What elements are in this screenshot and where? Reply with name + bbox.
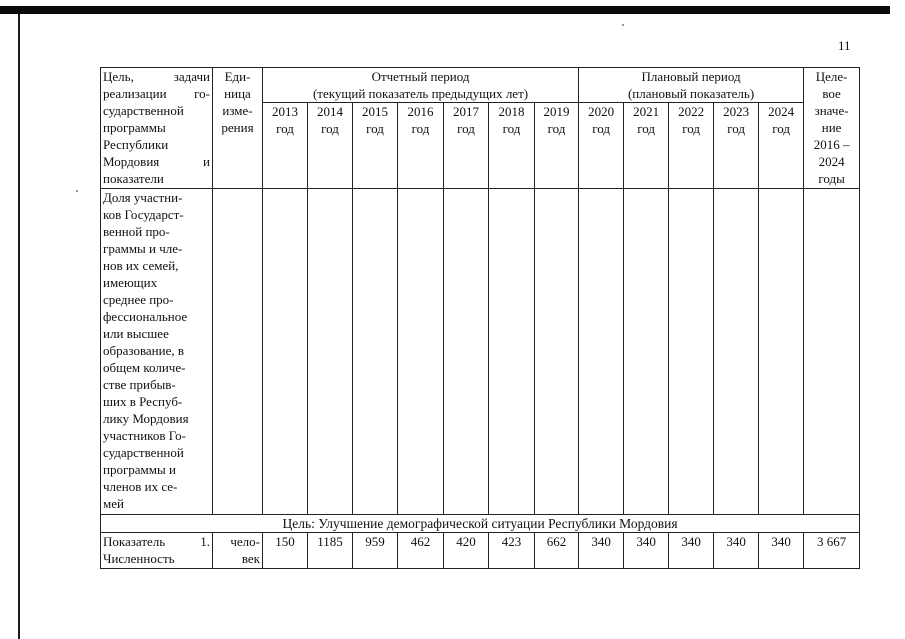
- year-word: год: [276, 121, 294, 136]
- value-cell: 340: [624, 533, 669, 569]
- year-word: год: [547, 121, 566, 136]
- value-cell: 423: [489, 533, 535, 569]
- year-header: [353, 103, 398, 189]
- indicator-text: граммы и чле-: [103, 241, 183, 256]
- page-number: 11: [838, 38, 851, 53]
- header-text: Цель, задачи: [103, 69, 210, 84]
- unit-text: чело-: [230, 534, 260, 549]
- year-label: 2017: [453, 104, 479, 119]
- year-header: [444, 103, 489, 189]
- year-word: год: [592, 121, 610, 136]
- year-label: 2024: [768, 104, 795, 119]
- year-header: [398, 103, 444, 189]
- target-value-cell: 3 667: [804, 533, 860, 569]
- indicator-text: венной про-: [103, 224, 170, 239]
- reported-period-header: [263, 68, 579, 103]
- header-text: Еди-: [224, 69, 251, 84]
- value-cell: 340: [759, 533, 804, 569]
- year-word: год: [411, 121, 430, 136]
- empty-cell: [759, 189, 804, 515]
- indicator-text: фессиональное: [103, 309, 188, 324]
- header-text: изме-: [222, 103, 253, 118]
- empty-cell: [308, 189, 353, 515]
- year-word: год: [457, 121, 475, 136]
- header-row-1: [101, 68, 860, 103]
- value-cell: 662: [535, 533, 579, 569]
- header-text: вое: [822, 86, 841, 101]
- header-text: Мордовия и: [103, 154, 210, 169]
- indicator-text: лику Мордовия: [103, 411, 189, 426]
- empty-cell: [398, 189, 444, 515]
- header-text: Отчетный период: [371, 69, 470, 84]
- indicator-text: ших в Респуб-: [103, 394, 183, 409]
- year-label: 2021: [633, 104, 660, 119]
- scan-speck: [622, 24, 624, 26]
- unit-column-header: [213, 68, 263, 189]
- table-row: [101, 189, 860, 515]
- header-text: значе-: [814, 103, 849, 118]
- indicator-text: образование, в: [103, 343, 185, 358]
- scan-speck: [76, 190, 78, 192]
- header-text: показатели: [103, 171, 164, 186]
- indicator-text: нов их семей,: [103, 258, 179, 273]
- empty-cell: [714, 189, 759, 515]
- indicator-text: Численность: [103, 551, 175, 566]
- empty-cell: [579, 189, 624, 515]
- indicator-text: общем количе-: [103, 360, 186, 375]
- indicator-text: ков Государст-: [103, 207, 184, 222]
- header-text: 2024: [818, 154, 845, 169]
- header-text: 2016 –: [813, 137, 850, 152]
- header-text: сударственной: [103, 103, 184, 118]
- value-cell: 340: [669, 533, 714, 569]
- empty-cell: [489, 189, 535, 515]
- indicator-text: сударственной: [103, 445, 184, 460]
- year-header: [669, 103, 714, 189]
- goal-text: Цель: Улучшение демографической ситуации Республики Мордовия: [101, 515, 860, 533]
- empty-cell: [353, 189, 398, 515]
- value-cell: 340: [579, 533, 624, 569]
- year-header: [535, 103, 579, 189]
- year-label: 2018: [498, 104, 525, 119]
- header-text: Целе-: [815, 69, 848, 84]
- goal-row: [101, 515, 860, 533]
- goal-column-header: [101, 68, 213, 189]
- empty-cell: [669, 189, 714, 515]
- target-value-header: [804, 68, 860, 189]
- indicator-text: имеющих: [103, 275, 158, 290]
- indicators-table: [100, 67, 860, 569]
- year-label: 2014: [317, 104, 343, 119]
- empty-cell: [535, 189, 579, 515]
- indicator-text: среднее про-: [103, 292, 174, 307]
- empty-cell: [624, 189, 669, 515]
- planned-period-header: [579, 68, 804, 103]
- header-text: годы: [818, 171, 845, 186]
- empty-cell: [263, 189, 308, 515]
- year-word: год: [502, 121, 521, 136]
- header-text: Плановый период: [641, 69, 741, 84]
- header-text: рения: [221, 120, 254, 135]
- value-cell: 1185: [308, 533, 353, 569]
- header-text: программы: [103, 120, 166, 135]
- indicator-text: Доля участни-: [103, 190, 183, 205]
- header-text: реализации го-: [103, 86, 210, 101]
- year-header: [714, 103, 759, 189]
- indicator-text: мей: [103, 496, 124, 511]
- year-label: 2013: [272, 104, 298, 119]
- empty-cell: [213, 189, 263, 515]
- indicator-text: участников Го-: [103, 428, 186, 443]
- year-word: год: [637, 121, 655, 136]
- value-cell: 420: [444, 533, 489, 569]
- year-label: 2020: [588, 104, 615, 119]
- year-header: [263, 103, 308, 189]
- year-label: 2015: [362, 104, 388, 119]
- indicator-1-label: [101, 533, 213, 569]
- value-cell: 462: [398, 533, 444, 569]
- value-cell: 959: [353, 533, 398, 569]
- indicator-text: или высшее: [103, 326, 169, 341]
- indicator-1-unit: [213, 533, 263, 569]
- value-cell: 150: [263, 533, 308, 569]
- unit-text: век: [241, 551, 260, 566]
- year-label: 2019: [543, 104, 570, 119]
- indicator-text: Показатель 1.: [103, 534, 210, 549]
- indicator-text: стве прибыв-: [103, 377, 176, 392]
- header-text: ние: [821, 120, 842, 135]
- scan-top-edge: [0, 6, 890, 14]
- indicator-text: членов их се-: [103, 479, 178, 494]
- year-header: [489, 103, 535, 189]
- year-header: [579, 103, 624, 189]
- table-row: [101, 533, 860, 569]
- year-label: 2016: [407, 104, 434, 119]
- year-label: 2023: [723, 104, 750, 119]
- year-header: [759, 103, 804, 189]
- year-word: год: [727, 121, 745, 136]
- value-cell: 340: [714, 533, 759, 569]
- year-word: год: [772, 121, 790, 136]
- indicator-text: программы и: [103, 462, 176, 477]
- header-text: (текущий показатель предыдущих лет): [312, 86, 529, 101]
- year-header: [308, 103, 353, 189]
- indicator-description: [101, 189, 213, 515]
- scan-left-edge: [18, 14, 20, 639]
- empty-cell: [444, 189, 489, 515]
- year-word: год: [366, 121, 384, 136]
- year-header: [624, 103, 669, 189]
- header-text: (плановый показатель): [627, 86, 755, 101]
- year-word: год: [321, 121, 339, 136]
- year-word: год: [682, 121, 700, 136]
- header-text: Республики: [103, 137, 169, 152]
- header-text: ница: [224, 86, 251, 101]
- empty-cell: [804, 189, 860, 515]
- year-label: 2022: [678, 104, 705, 119]
